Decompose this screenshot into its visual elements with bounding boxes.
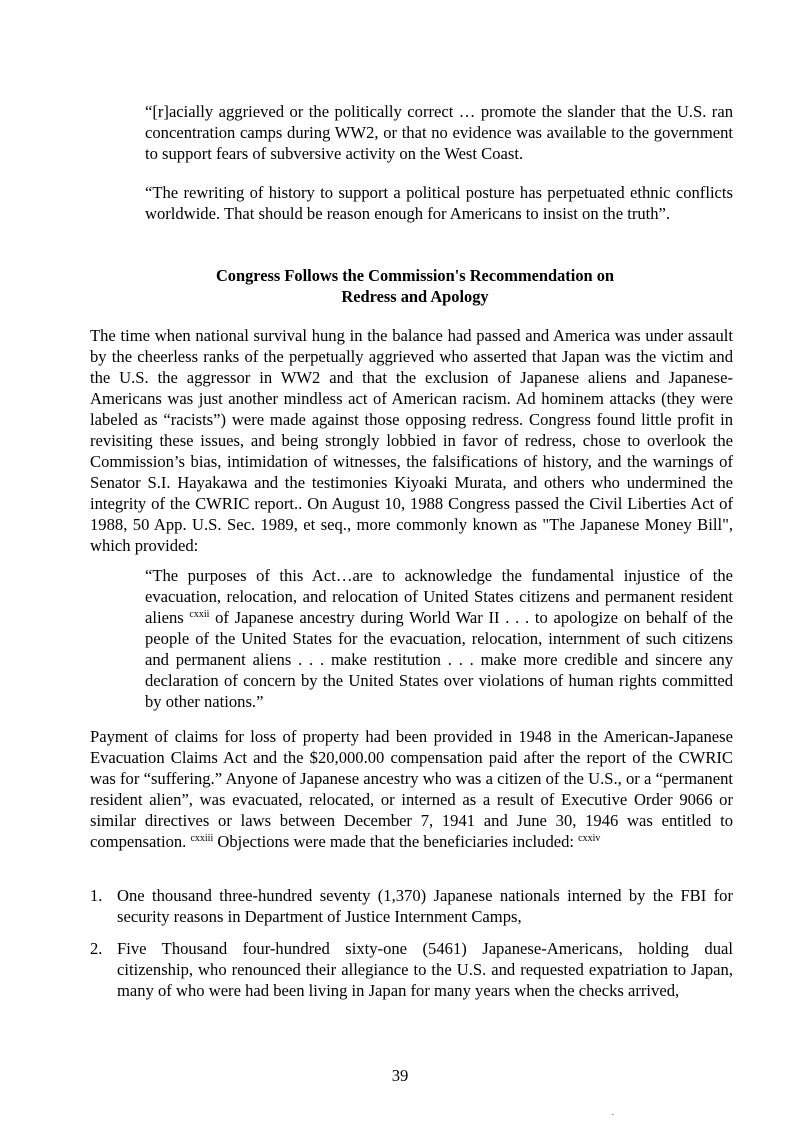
body2-text-2: Objections were made that the beneficiaries included:	[213, 832, 579, 851]
heading-line-2: Redress and Apology	[341, 287, 489, 306]
quote-act-text-after: of Japanese ancestry during World War II . . . to apologize on behalf of the people of the United States for the evacuation, relocation, internment of such citizens and permanent aliens . . . make restitution . . . make more credible and sincere any declaration of concern by the United States over violations of human rights committed by other nations.”	[145, 608, 733, 711]
quote-act-text-before: “The purposes of this Act…are to acknowledge the fundamental injustice of the evacuation, relocation, and relocation of United States citizens and permanent resident aliens	[145, 566, 733, 627]
list-item-text: One thousand three-hundred seventy (1,370) Japanese nationals interned by the FBI for security reasons in Department of Justice Internment Camps,	[117, 886, 733, 926]
body2-text-1: Payment of claims for loss of property had been provided in 1948 in the American-Japanese Evacuation Claims Act and the $20,000.00 compensation paid after the report of the CWRIC was for “suffering.” Anyone of Japanese ancestry who was a citizen of the U.S., or a “permanent resident alien”, was evacuated, relocated, or interned as a result of Executive Order 9066 or similar directives or laws between December 7, 1941 and June 30, 1946 was entitled to compensation.	[90, 727, 733, 851]
list-item	[90, 885, 733, 927]
block-quote-act	[145, 565, 733, 712]
footnote-marker-cxxiv: cxxiv	[578, 833, 601, 844]
list-item-number: 2.	[90, 939, 103, 958]
scan-speck	[612, 1114, 614, 1115]
page-number: 39	[391, 1066, 409, 1085]
block-quote-1: “[r]acially aggrieved or the politically correct … promote the slander that the U.S. ran concentration camps during WW2, or that no evidence was available to the government to support fears of subversive activity on the West Coast.	[145, 102, 733, 163]
list-item-text: Five Thousand four-hundred sixty-one (5461) Japanese-Americans, holding dual citizenship, who renounced their allegiance to the U.S. and requested expatriation to Japan, many of who were had been living in Japan for many years when the checks arrived,	[117, 939, 733, 1000]
section-heading	[90, 265, 740, 307]
list-item-number: 1.	[90, 886, 103, 905]
list-item	[90, 938, 733, 1001]
footnote-marker-cxxiii: cxxiii	[190, 833, 214, 844]
footnote-marker-cxxii: cxxii	[189, 609, 210, 620]
body-paragraph-1: The time when national survival hung in the balance had passed and America was under assault by the cheerless ranks of the perpetually aggrieved who asserted that Japan was the victim and the U.S. the aggressor in WW2 and that the exclusion of Japanese aliens and Japanese-Americans was just another mindless act of American racism. Ad hominem attacks (they were labeled as “racists”) were made against those opposing redress. Congress found little profit in revisiting these issues, and being strongly lobbied in favor of redress, chose to overlook the Commission’s bias, intimidation of witnesses, the falsifications of history, and the warnings of Senator S.I. Hayakawa and the testimonies Kiyoaki Murata, and others who undermined the integrity of the CWRIC report.. On August 10, 1988 Congress passed the Civil Liberties Act of 1988, 50 App. U.S. Sec. 1989, et seq., more commonly known as "The Japanese Money Bill", which provided:	[90, 326, 733, 555]
heading-line-1: Congress Follows the Commission's Recommendation on	[215, 266, 615, 285]
body-paragraph-2	[90, 726, 733, 852]
block-quote-2: “The rewriting of history to support a political posture has perpetuated ethnic conflicts worldwide. That should be reason enough for Americans to insist on the truth”.	[145, 183, 733, 223]
